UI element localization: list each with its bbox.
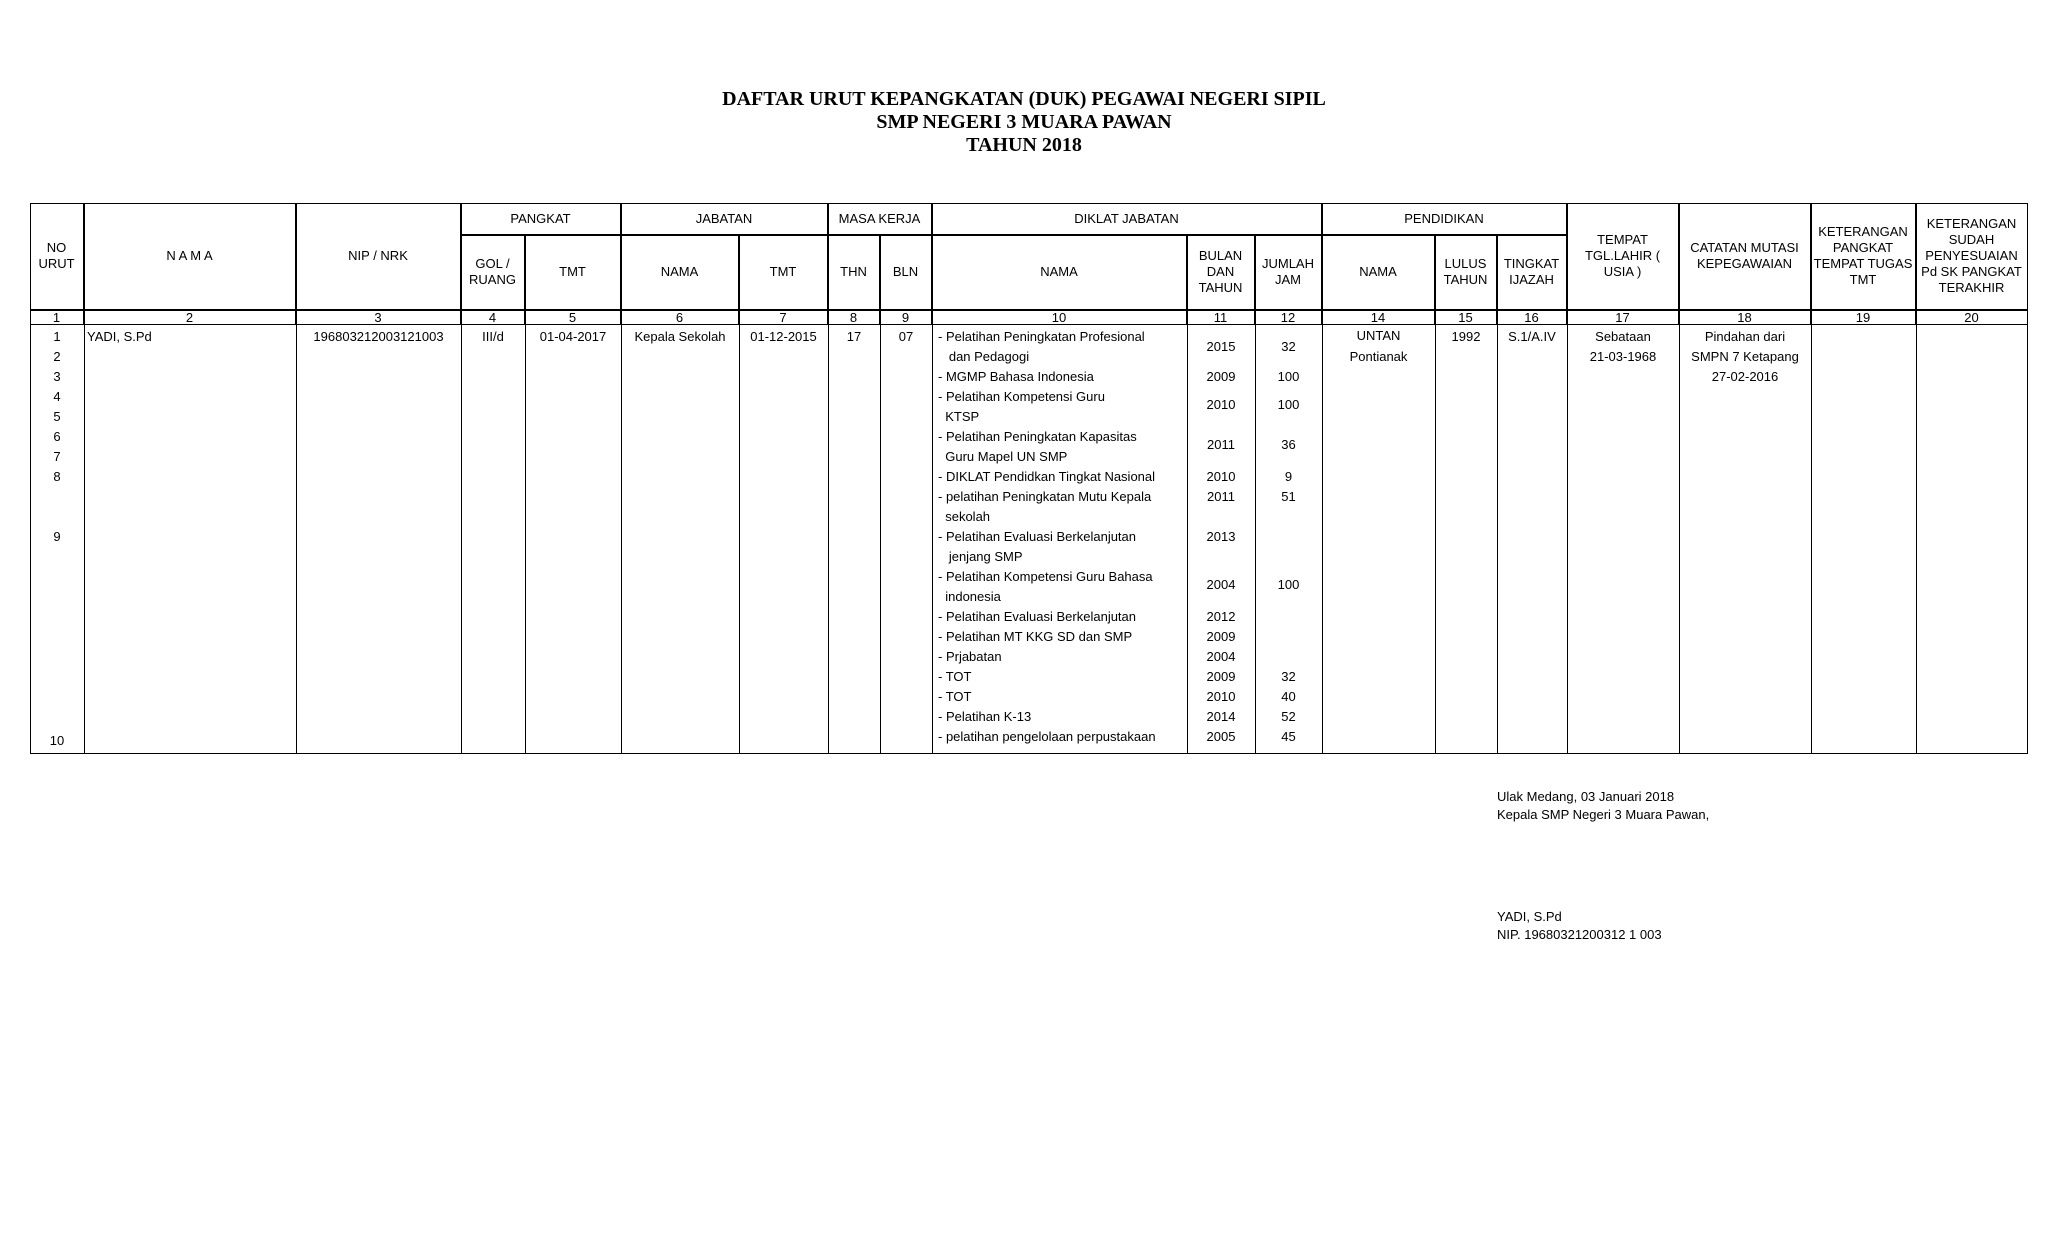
row-number: 3	[53, 369, 61, 384]
header-masa-kerja: MASA KERJA	[828, 203, 932, 235]
diklat-name: - Pelatihan MT KKG SD dan SMP	[938, 629, 1133, 644]
row-number: 1	[53, 329, 61, 344]
col-number: 1	[30, 310, 84, 325]
diklat-name: - MGMP Bahasa Indonesia	[938, 369, 1094, 384]
col-number: 8	[828, 310, 880, 325]
diklat-year: 2013	[1206, 529, 1236, 544]
col-number: 2	[84, 310, 296, 325]
employee-gol: III/d	[482, 329, 504, 344]
title-line-1: DAFTAR URUT KEPANGKATAN (DUK) PEGAWAI NEGERI SIPIL	[722, 88, 1326, 110]
employee-nip: 196803212003121003	[313, 329, 444, 344]
header-gol-ruang: GOL / RUANG	[461, 235, 525, 310]
row-number: 4	[53, 389, 61, 404]
tempat-lahir: Sebataan	[1595, 329, 1651, 344]
col-number: 19	[1811, 310, 1916, 325]
diklat-year: 2014	[1206, 709, 1236, 724]
diklat-name: - Prjabatan	[938, 649, 1002, 664]
diklat-name: - DIKLAT Pendidkan Tingkat Nasional	[938, 469, 1156, 484]
title-line-2: SMP NEGERI 3 MUARA PAWAN	[876, 111, 1172, 133]
diklat-year: 2010	[1206, 397, 1236, 412]
document-title	[0, 88, 2048, 157]
diklat-name: - Pelatihan Peningkatan Profesional	[938, 329, 1145, 344]
row-number: 5	[53, 409, 61, 424]
diklat-name: - Pelatihan Peningkatan Kapasitas	[938, 429, 1137, 444]
diklat-hours: 32	[1281, 669, 1296, 684]
duk-table	[30, 203, 2028, 754]
pendidikan-tempat: Pontianak	[1349, 349, 1408, 364]
header-ket-penyesuaian: KETERANGAN SUDAH PENYESUAIAN Pd SK PANGKAT TERAKHIR	[1916, 203, 2028, 310]
diklat-year: 2004	[1206, 649, 1236, 664]
col-number: 7	[739, 310, 828, 325]
diklat-name: - TOT	[938, 669, 972, 684]
header-jabatan: JABATAN	[621, 203, 828, 235]
tingkat-ijazah: S.1/A.IV	[1508, 329, 1556, 344]
row-number: 9	[53, 529, 61, 544]
diklat-name: Guru Mapel UN SMP	[938, 449, 1068, 464]
col-number: 11	[1187, 310, 1255, 325]
header-pangkat: PANGKAT	[461, 203, 621, 235]
header-pendidikan: PENDIDIKAN	[1322, 203, 1567, 235]
mutasi-line-3: 27-02-2016	[1711, 369, 1779, 384]
signature-place-date: Ulak Medang, 03 Januari 2018	[1497, 789, 1675, 804]
diklat-hours: 9	[1284, 469, 1293, 484]
header-bulan-tahun: BULAN DAN TAHUN	[1187, 235, 1255, 310]
diklat-name: - Pelatihan Kompetensi Guru Bahasa	[938, 569, 1153, 584]
col-number: 6	[621, 310, 739, 325]
diklat-year: 2011	[1207, 489, 1235, 504]
header-tmt-pangkat: TMT	[525, 235, 621, 310]
diklat-year: 2010	[1206, 469, 1236, 484]
col-number: 5	[525, 310, 621, 325]
row-number: 2	[53, 349, 61, 364]
diklat-hours: 45	[1281, 729, 1296, 744]
title-line-3: TAHUN 2018	[966, 134, 1082, 156]
employee-jabatan-tmt: 01-12-2015	[750, 329, 817, 344]
mutasi-line-1: Pindahan dari	[1704, 329, 1786, 344]
header-tingkat-ijazah: TINGKAT IJAZAH	[1497, 235, 1567, 310]
col-number: 4	[461, 310, 525, 325]
signature-name: YADI, S.Pd	[1497, 909, 1562, 924]
row-number: 7	[53, 449, 61, 464]
col-number: 12	[1255, 310, 1322, 325]
signature-position: Kepala SMP Negeri 3 Muara Pawan,	[1497, 807, 1710, 822]
header-nama: N A M A	[84, 203, 296, 310]
diklat-year: 2005	[1206, 729, 1236, 744]
signature-nip: NIP. 19680321200312 1 003	[1497, 927, 1662, 942]
diklat-name: - TOT	[938, 689, 972, 704]
col-number: 9	[880, 310, 932, 325]
employee-masa-bln: 07	[898, 329, 914, 344]
diklat-hours: 51	[1281, 489, 1296, 504]
diklat-year: 2015	[1206, 339, 1236, 354]
header-jabatan-tmt: TMT	[739, 235, 828, 310]
pendidikan-nama: UNTAN	[1356, 328, 1401, 343]
header-ket-pangkat: KETERANGAN PANGKAT TEMPAT TUGAS TMT	[1811, 203, 1916, 310]
col-number: 10	[932, 310, 1187, 325]
employee-name: YADI, S.Pd	[87, 329, 152, 344]
employee-jabatan: Kepala Sekolah	[634, 329, 726, 344]
header-jumlah-jam: JUMLAH JAM	[1255, 235, 1322, 310]
diklat-hours: 100	[1277, 397, 1300, 412]
diklat-year: 2012	[1206, 609, 1236, 624]
header-catatan-mutasi: CATATAN MUTASI KEPEGAWAIAN	[1679, 203, 1811, 310]
diklat-hours: 40	[1281, 689, 1296, 704]
col-number: 18	[1679, 310, 1811, 325]
header-thn: THN	[828, 235, 880, 310]
diklat-name: dan Pedagogi	[938, 349, 1030, 364]
row-number: 8	[53, 469, 61, 484]
diklat-name: KTSP	[938, 409, 980, 424]
header-jabatan-nama: NAMA	[621, 235, 739, 310]
diklat-name: jenjang SMP	[938, 549, 1023, 564]
col-number: 17	[1567, 310, 1679, 325]
diklat-year: 2009	[1206, 369, 1236, 384]
diklat-hours: 32	[1281, 339, 1296, 354]
row-number: 6	[53, 429, 61, 444]
header-diklat-nama: NAMA	[932, 235, 1187, 310]
diklat-name: - Pelatihan K-13	[938, 709, 1032, 724]
header-no-urut: NO URUT	[30, 203, 84, 310]
diklat-year: 2010	[1206, 689, 1236, 704]
employee-tmt-pangkat: 01-04-2017	[539, 329, 607, 344]
header-lulus-tahun: LULUS TAHUN	[1435, 235, 1497, 310]
diklat-name: - Pelatihan Evaluasi Berkelanjutan	[938, 529, 1137, 544]
tanggal-lahir: 21-03-1968	[1589, 349, 1657, 364]
diklat-name: - Pelatihan Kompetensi Guru	[938, 389, 1105, 404]
mutasi-line-2: SMPN 7 Ketapang	[1691, 349, 1799, 364]
diklat-name: - pelatihan Peningkatan Mutu Kepala	[938, 489, 1152, 504]
header-tempat-lahir: TEMPAT TGL.LAHIR ( USIA )	[1567, 203, 1679, 310]
header-bln: BLN	[880, 235, 932, 310]
col-number: 16	[1497, 310, 1567, 325]
col-number: 14	[1322, 310, 1435, 325]
header-pendidikan-nama: NAMA	[1322, 235, 1435, 310]
col-number: 15	[1435, 310, 1497, 325]
col-number: 3	[296, 310, 461, 325]
row-number: 10	[49, 733, 65, 748]
diklat-year: 2004	[1206, 577, 1236, 592]
diklat-name: - pelatihan pengelolaan perpustakaan	[938, 729, 1156, 744]
diklat-hours: 100	[1277, 369, 1300, 384]
employee-masa-thn: 17	[846, 329, 862, 344]
diklat-hours: 52	[1281, 709, 1296, 724]
diklat-name: indonesia	[938, 589, 1001, 604]
header-nip: NIP / NRK	[296, 203, 461, 310]
diklat-name: sekolah	[938, 509, 991, 524]
diklat-year: 2011	[1207, 437, 1235, 452]
diklat-year: 2009	[1206, 669, 1236, 684]
lulus-tahun: 1992	[1451, 329, 1481, 344]
header-diklat-jabatan: DIKLAT JABATAN	[932, 203, 1322, 235]
diklat-year: 2009	[1206, 629, 1236, 644]
diklat-hours: 36	[1281, 437, 1296, 452]
col-number: 20	[1916, 310, 2028, 325]
diklat-name: - Pelatihan Evaluasi Berkelanjutan	[938, 609, 1137, 624]
diklat-hours: 100	[1277, 577, 1300, 592]
